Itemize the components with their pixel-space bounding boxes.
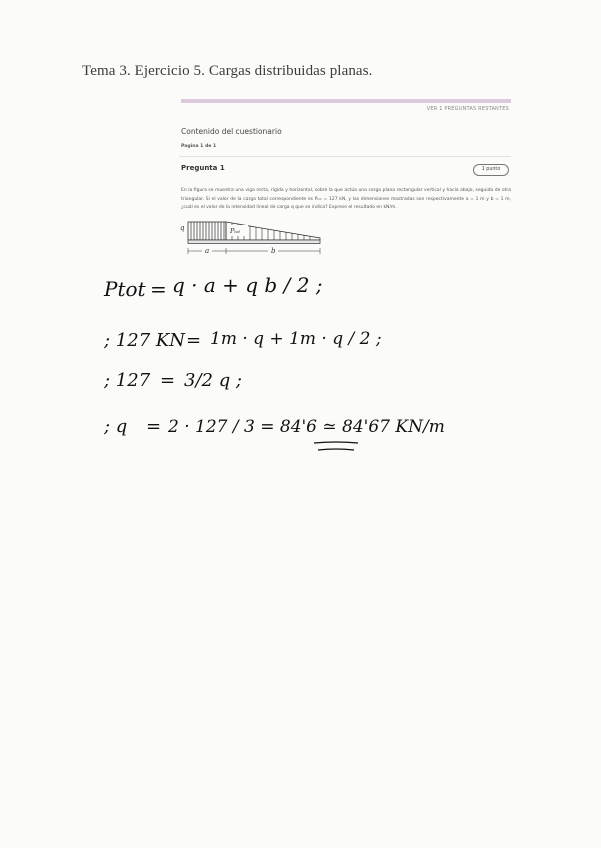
q-label: q: [180, 224, 185, 232]
points-badge: 1 punto: [473, 164, 509, 176]
hw-line4-rhs: 2 · 127 / 3 = 84'6 ≃ 84'67 KN/m: [168, 417, 445, 437]
hw-line1-rhs: q · a + q b / 2 ;: [172, 273, 323, 297]
question-title: Pregunta 1: [181, 164, 225, 172]
hw-line2-rhs: 1m · q + 1m · q / 2 ;: [210, 329, 382, 349]
quiz-heading: Contenido del cuestionario: [181, 127, 282, 136]
answer-underline: [314, 442, 358, 450]
hw-line2-lhs: ; 127 KN: [104, 330, 186, 351]
question-text: En la figura se muestra una viga recta, rígida y horizontal, sobre la que actúa una carga plana rectangular vertical y hacia abajo, seguida de otra triangular. Si el valor de la carga total correspondiente es Pₜₒₜ = 127 kN, y las dimensiones mostradas son respectivamente a = 1 m y b = 1 m, ¿cuál es el valor de la intensidad lineal de carga q que se indica? Exprese el resultado en kN/m.: [181, 188, 511, 211]
hw-line1-eq: =: [150, 277, 167, 301]
hw-line3-lhs: ; 127: [104, 370, 151, 391]
hw-line4-eq: =: [146, 416, 162, 437]
load-label: Pₜₒₜ: [230, 227, 241, 235]
hw-line4-lhs: ; q: [104, 416, 128, 437]
page-title: Tema 3. Ejercicio 5. Cargas distribuidas planas.: [82, 63, 373, 79]
a-label: a: [205, 247, 210, 255]
hw-line1-lhs: Ptot: [104, 277, 146, 301]
b-label: b: [271, 247, 276, 255]
hw-line3-rhs: 3/2 q ;: [184, 370, 242, 391]
remaining-questions-link[interactable]: VER 1 PREGUNTAS RESTANTES: [426, 106, 509, 112]
page-indicator: Pagina 1 de 1: [181, 144, 217, 149]
hw-line2-eq: =: [186, 330, 202, 351]
hw-line3-eq: =: [160, 370, 176, 391]
